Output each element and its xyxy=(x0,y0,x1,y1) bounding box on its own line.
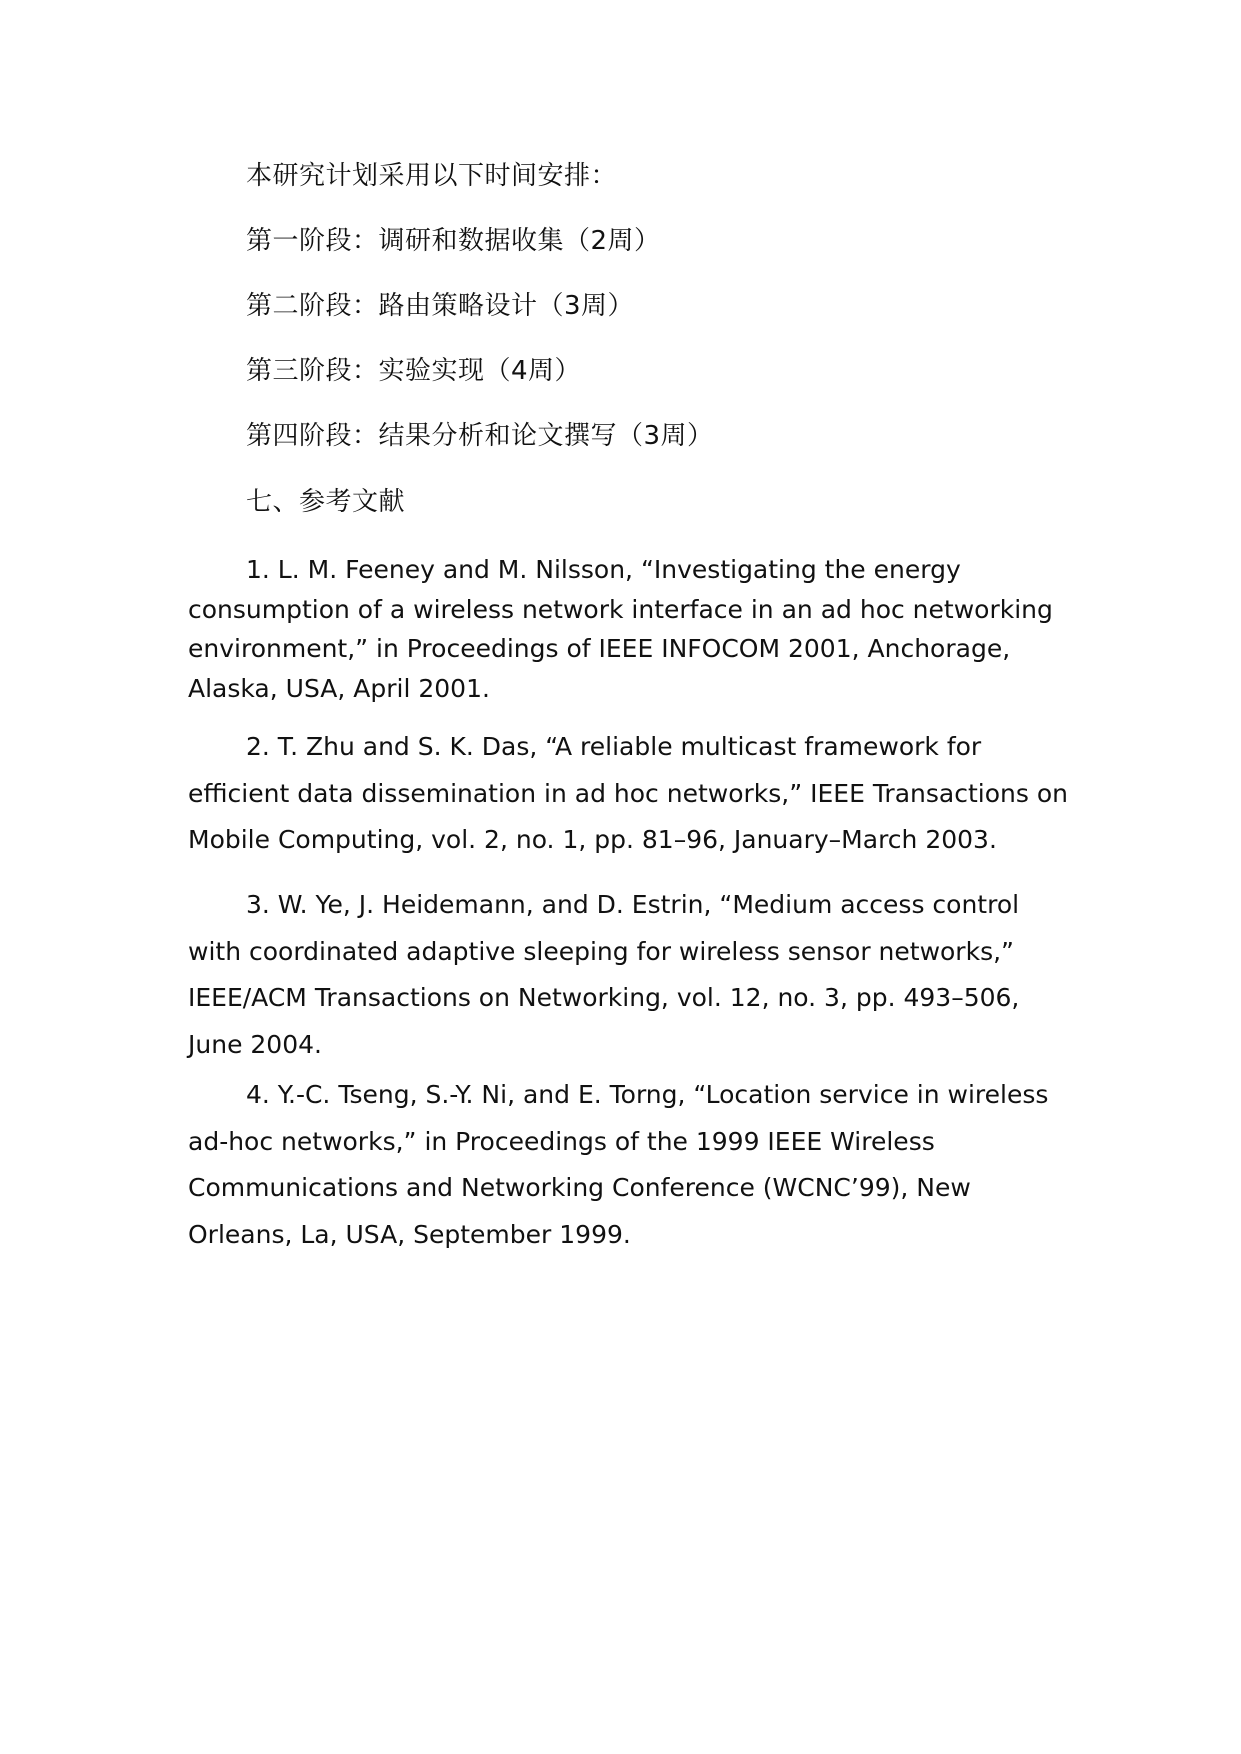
phase-4: 第四阶段：结果分析和论文撰写（3周） xyxy=(246,421,714,451)
phase-1: 第一阶段：调研和数据收集（2周） xyxy=(246,226,661,256)
schedule-intro: 本研究计划采用以下时间安排： xyxy=(246,161,618,191)
reference-2: 2. T. Zhu and S. K. Das, “A reliable multicast framework for efficient data dissemination in ad hoc networks,” IEEE Transactions on Mobile Computing, vol. 2, no. 1, pp. 81–96, January–March 2003. xyxy=(188,732,1068,854)
phase-2: 第二阶段：路由策略设计（3周） xyxy=(246,291,635,321)
reference-4: 4. Y.-C. Tseng, S.-Y. Ni, and E. Torng, “Location service in wireless ad-hoc networks,” in Proceedings of the 1999 IEEE Wireless Communications and Networking Conference (WCNC’99), New Orleans, La, USA, September 1999. xyxy=(188,1080,1049,1249)
references-heading: 七、参考文献 xyxy=(246,487,406,517)
phase-3: 第三阶段：实验实现（4周） xyxy=(246,356,582,386)
reference-1: 1. L. M. Feeney and M. Nilsson, “Investigating the energy consumption of a wireless network interface in an ad hoc networking environment,” in Proceedings of IEEE INFOCOM 2001, Anchorage, Alaska, USA, April 2001. xyxy=(188,555,1053,703)
reference-3: 3. W. Ye, J. Heidemann, and D. Estrin, “Medium access control with coordinated adaptive sleeping for wireless sensor networks,” IEEE/ACM Transactions on Networking, vol. 12, no. 3, pp. 493–506, June 2004. xyxy=(188,890,1020,1059)
